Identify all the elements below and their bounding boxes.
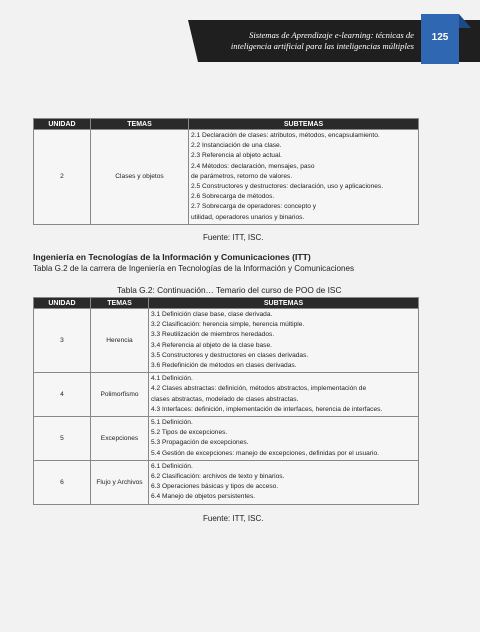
subtema-item: 6.1 Definición. bbox=[151, 462, 193, 470]
table-row bbox=[34, 309, 419, 373]
header-temas: TEMAS bbox=[91, 298, 149, 309]
table-header-row bbox=[34, 119, 419, 130]
subtema-item: 5.3 Propagación de excepciones. bbox=[151, 439, 249, 447]
table-poo-temario bbox=[33, 297, 419, 505]
page-tab-fold bbox=[459, 14, 471, 28]
subtema-item: 4.2 Clases abstractas: definición, métodos abstractos, implementación de bbox=[151, 385, 367, 393]
subtema-item: 2.4 Métodos: declaración, mensajes, paso bbox=[191, 162, 315, 170]
subtema-item: 5.2 Tipos de excepciones. bbox=[151, 429, 228, 437]
subtema-item: 4.3 Interfaces: definición, implementación de interfaces, herencia de interfaces. bbox=[151, 405, 383, 413]
table-header-row bbox=[34, 298, 419, 309]
table-row bbox=[34, 417, 419, 461]
page-number: 125 bbox=[431, 32, 449, 43]
subtema-item: 5.4 Gestión de excepciones: manejo de excepciones, definidas por el usuario. bbox=[151, 449, 379, 457]
section-title: Ingeniería en Tecnologías de la Información y Comunicaciones (ITT) bbox=[33, 252, 311, 262]
unidad-cell: 6 bbox=[34, 460, 91, 504]
subtema-item: 2.7 Sobrecarga de operadores: concepto y bbox=[191, 203, 316, 211]
table-row bbox=[34, 373, 419, 417]
subtemas-cell bbox=[149, 460, 419, 504]
subtema-item: clases abstractas, modelado de clases abstractas. bbox=[151, 395, 299, 403]
unidad-cell: 4 bbox=[34, 373, 91, 417]
tema-cell: Flujo y Archivos bbox=[91, 460, 149, 504]
tema-cell: Herencia bbox=[91, 309, 149, 373]
table-row bbox=[34, 130, 419, 225]
subtema-item: 2.2 Instanciación de una clase. bbox=[191, 142, 282, 150]
subtemas-cell bbox=[149, 417, 419, 461]
subtemas-cell bbox=[189, 130, 419, 225]
subtema-item: 3.4 Referencia al objeto de la clase base. bbox=[151, 341, 272, 349]
subtema-item: 2.5 Constructores y destructores: declaración, uso y aplicaciones. bbox=[191, 183, 384, 191]
header-subtemas: SUBTEMAS bbox=[189, 119, 419, 130]
subtema-item: 5.1 Definición. bbox=[151, 419, 193, 427]
tema-cell: Clases y objetos bbox=[91, 130, 189, 225]
tema-cell: Excepciones bbox=[91, 417, 149, 461]
unidad-cell: 5 bbox=[34, 417, 91, 461]
subtema-item: 6.3 Operaciones básicas y tipos de acceso. bbox=[151, 483, 279, 491]
unidad-cell: 3 bbox=[34, 309, 91, 373]
header-unidad: UNIDAD bbox=[34, 119, 91, 130]
unidad-cell: 2 bbox=[34, 130, 91, 225]
subtema-item: 3.6 Redefinición de métodos en clases derivadas. bbox=[151, 362, 297, 370]
subtemas-cell bbox=[149, 373, 419, 417]
header-subtemas: SUBTEMAS bbox=[149, 298, 419, 309]
table1-source: Fuente: ITT, ISC. bbox=[203, 233, 264, 242]
subtema-item: 3.5 Constructores y destructores en clases derivadas. bbox=[151, 351, 309, 359]
subtema-item: utilidad, operadores unarios y binarios. bbox=[191, 213, 305, 221]
subtema-item: 6.2 Clasificación: archivos de texto y binarios. bbox=[151, 473, 285, 481]
header-title-line-2: inteligencia artificial para las inteligencias múltiples bbox=[230, 41, 414, 51]
subtema-item: 3.2 Clasificación: herencia simple, herencia múltiple. bbox=[151, 321, 305, 329]
subtema-item: 2.3 Referencia al objeto actual. bbox=[191, 152, 282, 160]
tema-cell: Polimorfismo bbox=[91, 373, 149, 417]
header-title-line-1: Sistemas de Aprendizaje e-learning: técnicas de bbox=[249, 30, 414, 40]
section-subtitle: Tabla G.2 de la carrera de Ingeniería en Tecnologías de la Información y Comunicaciones bbox=[33, 264, 355, 273]
subtema-item: 2.6 Sobrecarga de métodos. bbox=[191, 193, 275, 201]
subtema-item: 3.3 Reutilización de miembros heredados. bbox=[151, 331, 275, 339]
header-unidad: UNIDAD bbox=[34, 298, 91, 309]
table-row bbox=[34, 460, 419, 504]
subtema-item: 4.1 Definición. bbox=[151, 375, 193, 383]
subtema-item: 2.1 Declaración de clases: atributos, métodos, encapsulamiento. bbox=[191, 132, 380, 139]
subtema-item: 3.1 Definición clase base, clase derivada. bbox=[151, 311, 273, 318]
header-temas: TEMAS bbox=[91, 119, 189, 130]
table-clases-objetos bbox=[33, 118, 419, 225]
subtema-item: 6.4 Manejo de objetos persistentes. bbox=[151, 493, 256, 501]
subtemas-cell bbox=[149, 309, 419, 373]
table2-source: Fuente: ITT, ISC. bbox=[203, 514, 264, 523]
subtema-item: de parámetros, retorno de valores. bbox=[191, 172, 293, 180]
table2-caption: Tabla G.2: Continuación… Temario del curso de POO de ISC bbox=[117, 285, 342, 295]
running-header bbox=[214, 30, 414, 52]
